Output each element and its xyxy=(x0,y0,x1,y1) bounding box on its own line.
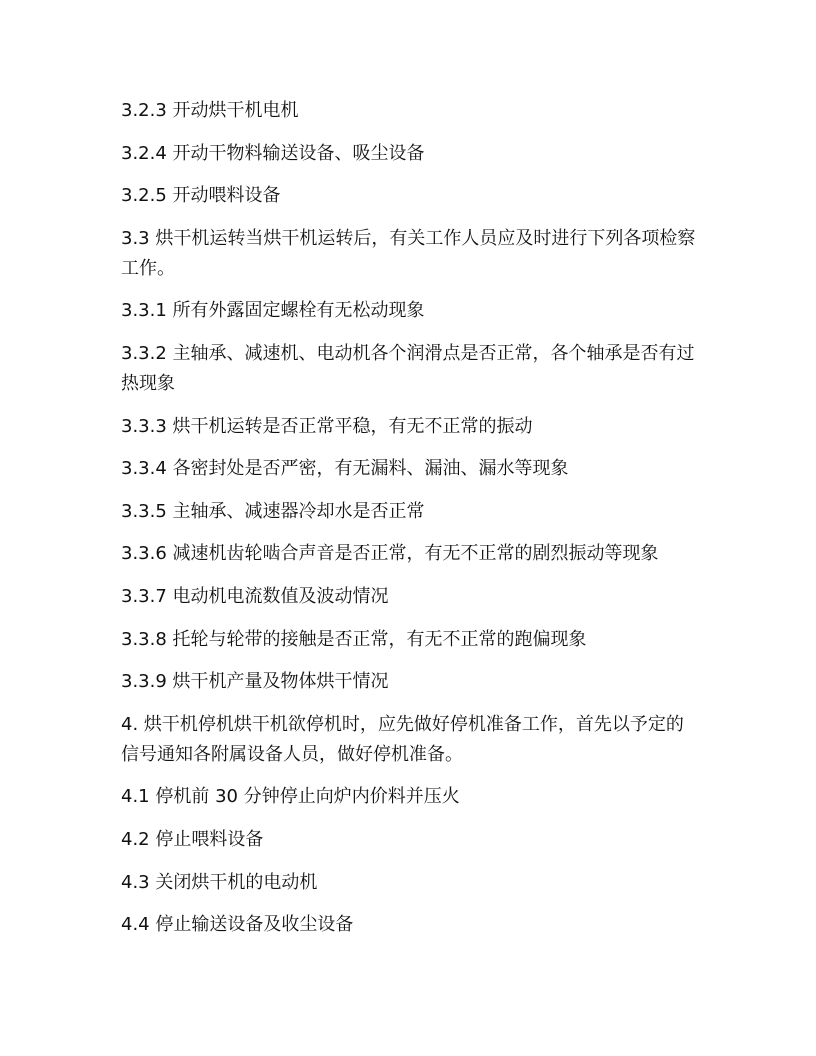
check-3-3-8: 3.3.8 托轮与轮带的接触是否正常，有无不正常的跑偏现象 xyxy=(121,628,587,650)
check-3-3-2: 3.3.2 主轴承、减速机、电动机各个润滑点是否正常，各个轴承是否有过热现象 xyxy=(121,342,695,394)
check-3-3-4: 3.3.4 各密封处是否严密，有无漏料、漏油、漏水等现象 xyxy=(121,458,569,480)
step-4-2: 4.2 停止喂料设备 xyxy=(121,828,264,850)
step-3-2-4: 3.2.4 开动干物料输送设备、吸尘设备 xyxy=(121,142,425,164)
check-3-3-9: 3.3.9 烘干机产量及物体烘干情况 xyxy=(121,671,389,693)
section-4: 4. 烘干机停机烘干机欲停机时，应先做好停机准备工作，首先以予定的信号通知各附属设备人员，做好停机准备。 xyxy=(121,713,684,765)
step-3-2-3: 3.2.3 开动烘干机电机 xyxy=(121,100,299,121)
step-4-1: 4.1 停机前 30 分钟停止向炉内价料并压火 xyxy=(121,786,460,808)
step-4-4: 4.4 停止输送设备及收尘设备 xyxy=(121,914,354,936)
check-3-3-1: 3.3.1 所有外露固定螺栓有无松动现象 xyxy=(121,300,425,322)
check-3-3-6: 3.3.6 减速机齿轮啮合声音是否正常，有无不正常的剧烈振动等现象 xyxy=(121,543,659,565)
step-3-2-5: 3.2.5 开动喂料设备 xyxy=(121,185,281,207)
document-body xyxy=(121,96,701,953)
check-3-3-7: 3.3.7 电动机电流数值及波动情况 xyxy=(121,585,389,607)
check-3-3-3: 3.3.3 烘干机运转是否正常平稳，有无不正常的振动 xyxy=(121,415,533,437)
section-3-3: 3.3 烘干机运转当烘干机运转后，有关工作人员应及时进行下列各项检察工作。 xyxy=(121,227,696,279)
step-4-3: 4.3 关闭烘干机的电动机 xyxy=(121,871,318,893)
check-3-3-5: 3.3.5 主轴承、减速器冷却水是否正常 xyxy=(121,500,425,522)
